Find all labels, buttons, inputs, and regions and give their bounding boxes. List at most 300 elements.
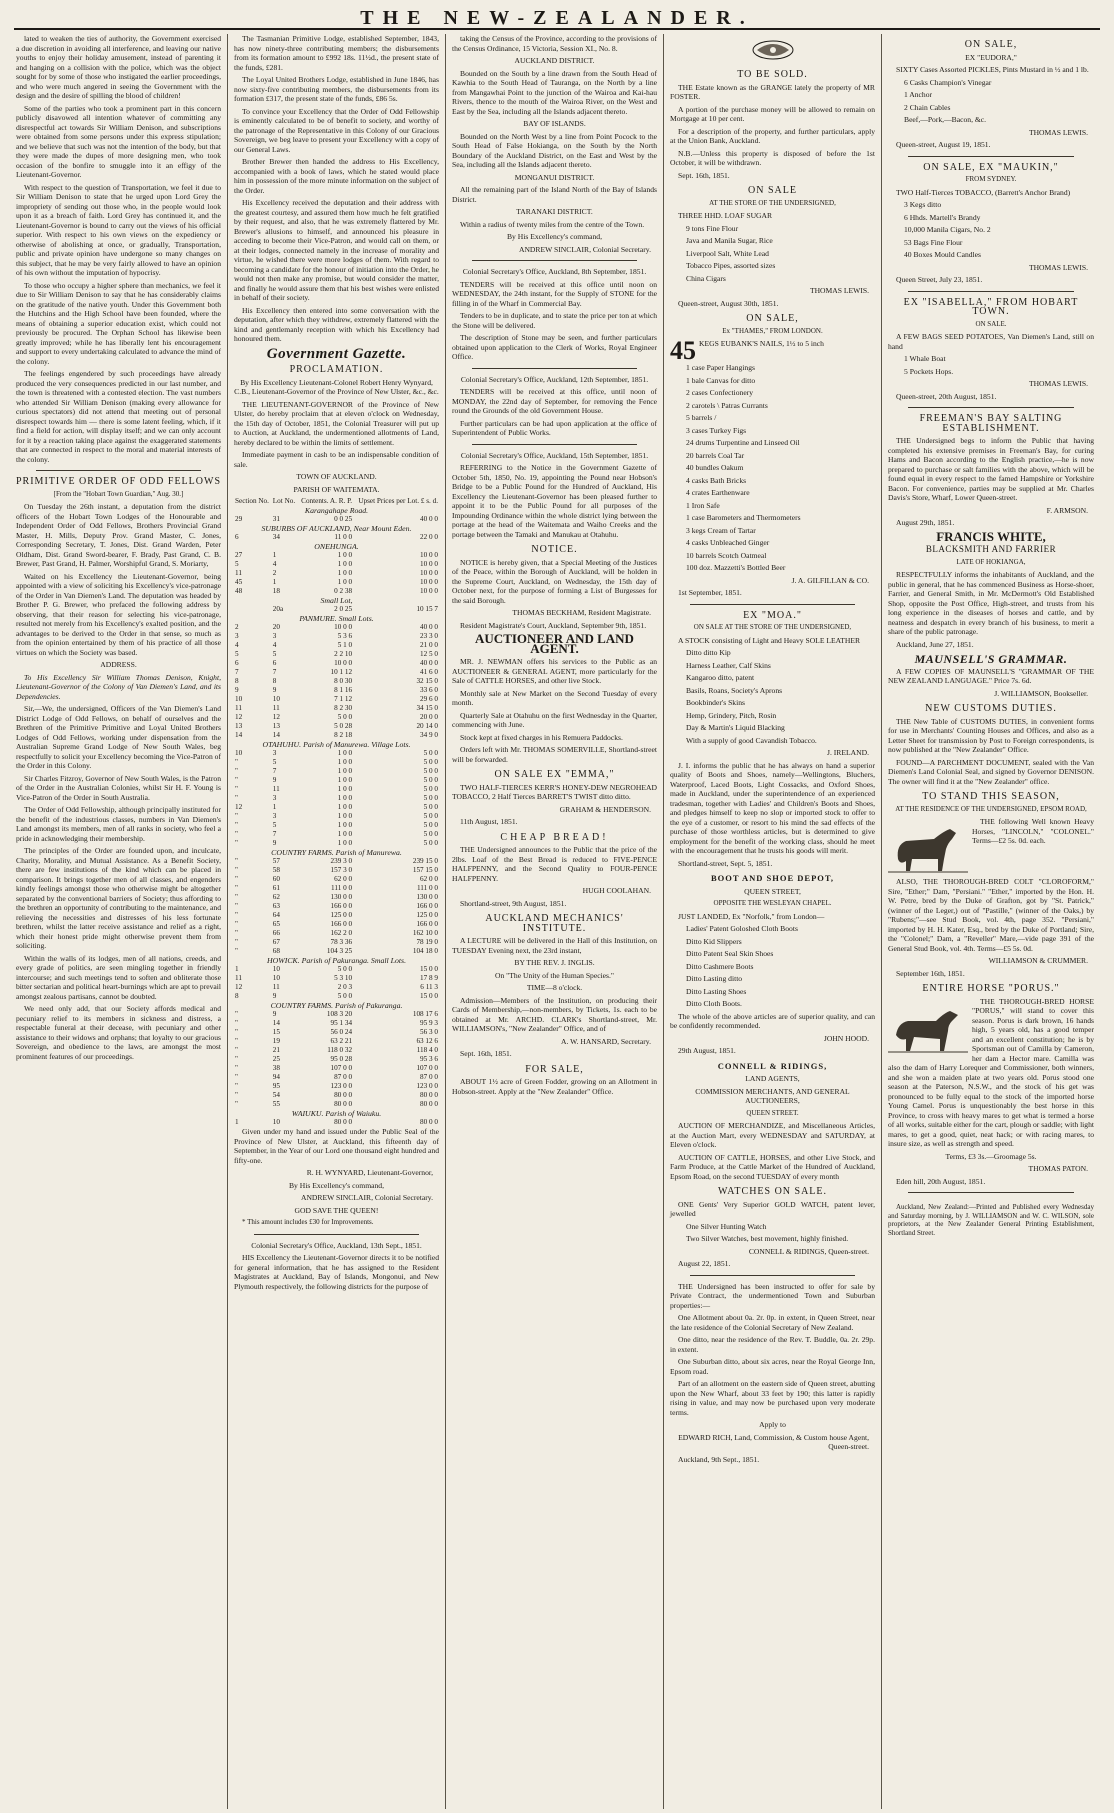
- list-item: 1 case Paper Hangings: [686, 363, 755, 372]
- table-row: [234, 803, 439, 812]
- table-cell: 18: [272, 587, 280, 595]
- lots-group-row: [234, 542, 439, 551]
- ad-paragraph: Admission—Members of the Institution, on producing their Cards of Membership,—non-members, by Tickets, 1s. each to be obtained at Mr. ARCHD. CLARK's Shortland-street, Mr. WILLIAMSON's, "New Zealander" Office, and of: [452, 995, 657, 1033]
- table-cell: ": [235, 767, 238, 775]
- table-cell: 80 0 0: [420, 1100, 438, 1108]
- divider: [908, 291, 1074, 292]
- table-cell: 9: [272, 686, 277, 694]
- table-cell: 29: [235, 515, 243, 523]
- office-dateline: Colonial Secretary's Office, Auckland, 13th Sept., 1851.: [251, 1240, 422, 1250]
- ad-paragraph: THE Estate known as the GRANGE lately the property of MR FOSTER.: [670, 82, 875, 101]
- ad-subheading: Ex "THAMES," FROM LONDON.: [722, 326, 823, 335]
- list-item: 5 Pockets Hops.: [904, 366, 954, 376]
- table-cell: 56 0 24: [330, 1028, 353, 1036]
- table-cell: 23 3 0: [420, 632, 438, 640]
- racehorse-icon: [888, 999, 968, 1055]
- table-cell: ": [235, 1073, 238, 1081]
- ad-subheading: BLACKSMITH AND FARRIER: [925, 544, 1057, 554]
- list-item: Ditto Kid Slippers: [686, 936, 742, 946]
- table-cell: 66: [272, 929, 280, 937]
- ad-heading: ENTIRE HORSE "PORUS.": [922, 983, 1060, 994]
- dateline: 1st September, 1851.: [678, 588, 742, 597]
- list-item: 4 crates Earthenware: [686, 488, 750, 497]
- table-row: [234, 992, 439, 1001]
- crest-icon: [743, 36, 803, 64]
- lots-group-label: Karangahape Road.: [304, 506, 369, 515]
- list-item: Bookbinder's Skins: [686, 698, 745, 707]
- table-cell: 1 0 0: [337, 776, 353, 784]
- table-cell: 68: [272, 947, 280, 955]
- table-cell: ": [235, 812, 238, 820]
- table-cell: 5 0 0: [423, 803, 438, 811]
- list-item: China Cigars: [686, 273, 726, 283]
- ad-paragraph: Part of an allotment on the eastern side of Queen street, abutting upon the New Wharf, about 33 feet by 190; this latter is rapidly rising in value, and may now be purchased upon very moderate terms.: [670, 1379, 875, 1417]
- district-heading: AUCKLAND DISTRICT.: [514, 56, 595, 65]
- table-cell: 4: [272, 560, 277, 568]
- table-cell: 11: [235, 974, 242, 982]
- table-cell: 64: [272, 911, 280, 919]
- article-paragraph: Further particulars can be had upon application at the office of Superintendent of Public Works.: [452, 418, 657, 437]
- table-cell: 10: [272, 1118, 280, 1126]
- article-paragraph: Bounded on the South by a line drawn from the South Head of Kawhia to the South Head of Tauranga, on the North by a line from Mangawhai Point to the junction of the Wairoa and Kai-hau Rivers, thence to the mouth of the Wairoa River, on the West and East by the Sea, including all the Islands adjacent thereto.: [452, 68, 657, 116]
- ad-paragraph: MR. J. NEWMAN offers his services to the Public as an AUCTIONEER & GENERAL AGENT, more particularly for the Sale of CATTLE HORSES, and other live Stock.: [452, 657, 657, 685]
- table-cell: 130 0 0: [330, 893, 353, 901]
- signature: J. A. GILFILLAN & CO.: [791, 575, 869, 585]
- table-cell: 5 0 0: [423, 821, 438, 829]
- table-cell: 5 0 28: [334, 722, 353, 730]
- ad-paragraph: For a description of the property, and further particulars, apply at the Union Bank, Auckland.: [670, 126, 875, 145]
- command-line: By His Excellency's command,: [506, 232, 602, 241]
- table-cell: ": [235, 1046, 238, 1054]
- ad-paragraph: ONE Gents' Very Superior GOLD WATCH, patent lever, jewelled: [670, 1199, 875, 1218]
- land-lots-table: [234, 497, 439, 1127]
- lots-group-row: [234, 740, 439, 749]
- list-item: 1 Iron Safe: [686, 500, 720, 510]
- table-cell: 1: [272, 803, 277, 811]
- list-item: Beef,—Pork,—Bacon, &c.: [904, 115, 987, 124]
- table-cell: 20a: [272, 605, 284, 613]
- ad-paragraph: Quarterly Sale at Otahuhu on the first Wednesday in the Quarter, commencing with June.: [452, 710, 657, 729]
- table-cell: 95 3 6: [420, 1055, 438, 1063]
- table-cell: 2 0 3: [337, 983, 353, 991]
- table-cell: ": [235, 1037, 238, 1045]
- article-paragraph: With respect to the question of Transportation, we feel it due to Sir William Denison to state that he urged upon Lord Grey the impropriety of sending out those who, in the people would look upon it as a breach of faith. Lord Grey has continued it, and the Lieutenant-Governor is bound to carry out the views of his official superior. With respect to his own views on the expediency or otherwise of abolishing at once, or gradually, Transportation, public and private opinion have undergone so many changes on this subject, that he may be very fairly allowed to have an opinion of his own without the imputation of hypocrisy.: [16, 182, 221, 277]
- ad-paragraph: A portion of the purchase money will be allowed to remain on Mortgage at 10 per cent.: [670, 104, 875, 123]
- table-row: [234, 758, 439, 767]
- ad-paragraph: Orders left with Mr. THOMAS SOMERVILLE, Shortland-street will be forwarded.: [452, 745, 657, 764]
- table-cell: 5 0 0: [337, 965, 353, 973]
- table-row: [234, 641, 439, 650]
- table-cell: 1 0 0: [337, 830, 353, 838]
- table-cell: 20 0 0: [420, 713, 438, 721]
- table-cell: 94: [272, 1073, 280, 1081]
- address-recipient: To His Excellency Sir William Thomas Denison, Knight, Lieutenant-Governor of the Colony of Van Diemen's Land, and its Dependencies.: [16, 672, 221, 701]
- article-paragraph: Brother Brewer then handed the address to His Excellency, accompanied with a book of laws, which he stated would place him in possession of the more minute information on the subject of the Order.: [234, 157, 439, 195]
- list-item: Ditto Lasting ditto: [686, 974, 743, 983]
- table-row: [234, 1037, 439, 1046]
- table-cell: 157 15 0: [412, 866, 438, 874]
- signature: THOMAS PATON.: [1028, 1164, 1088, 1173]
- table-cell: 123 0 0: [330, 1082, 353, 1090]
- dateline: August 22, 1851.: [678, 1259, 731, 1268]
- dateline: Sept. 16th, 1851.: [460, 1049, 512, 1058]
- table-row: [234, 947, 439, 956]
- ad-paragraph: RESPECTFULLY informs the inhabitants of Auckland, and the public in general, that he has commenced Business as Horse-shoer, Farrier, and General Smith, in Mr. McDermott's Old Established Shop, opposite the Post Office, High-street, and trusts from his long experience in the diseases of horses and cattle, and by neatness and despatch in every branch of his business, to merit a share of the public patronage.: [888, 570, 1094, 636]
- table-cell: 9: [272, 992, 277, 1000]
- table-row: [234, 587, 439, 596]
- list-item: Liverpool Salt, White Lead: [686, 248, 769, 258]
- signature: THOMAS LEWIS.: [1028, 379, 1088, 388]
- signature: R. H. WYNYARD, Lieutenant-Governor,: [306, 1168, 433, 1177]
- ad-heading: TO STAND THIS SEASON,: [922, 791, 1060, 802]
- table-cell: 11 0 0: [334, 533, 353, 541]
- lots-group-label: ONEHUNGA.: [314, 542, 359, 551]
- lots-group-label: COUNTRY FARMS. Parish of Manurewa.: [271, 848, 402, 857]
- ad-paragraph: AUCTION OF CATTLE, HORSES, and other Live Stock, and Farm Produce, at the Cattle Market of the Hundred of Auckland, Epsom Road, on the second TUESDAY of every month: [670, 1152, 875, 1181]
- article-paragraph: Bounded on the North West by a line from Point Pocock to the South Head of False Hokianga, on the South by the North Boundary of the Auckland District, on the East and West by the Sea, including all the Islands adjacent thereto.: [452, 131, 657, 169]
- table-cell: 10 0 0: [420, 587, 438, 595]
- article-paragraph: Within a radius of twenty miles from the centre of the Town.: [460, 219, 645, 229]
- columns: [10, 34, 1104, 1809]
- article-paragraph: On Tuesday the 26th instant, a deputation from the district officers of the Hobart Town Lodges of the Honourable and Independent Order of Odd Fellows, Brothers Provincial Grand Master, H. Mills, Deputy Prov. Grand Master, C. Jones, Corresponding Secretary, T. Jones, Dist. Grand Warden, Peter Oldham, Dist. Grand Sword-bearer, F. Brady, Past Grand, C. B. Brewer, Past Grand, H. Palmer, Worshipful Grand, S. Moriarty,: [16, 502, 221, 568]
- table-row: [234, 893, 439, 902]
- article-paragraph: Waited on his Excellency the Lieutenant-Governor, being appointed with a view of soliciting his Excellency's vice-patronage of the Order in Van Diemen's Land. The deputation was headed by Brother P. G. Brewer, who prefaced the following address by observing, that their reason for selecting his vice-patronage, resulted not merely from his Excellency's exalted position, and the advantages to be derived to the Order in that sense, so much as from the opinion entertained by them of his practice of all those virtues on which the Society was based.: [16, 571, 221, 657]
- table-cell: 5 3 6: [337, 632, 353, 640]
- table-cell: 125 0 0: [330, 911, 353, 919]
- parish-heading: PARISH OF WAITEMATA.: [293, 484, 380, 494]
- table-cell: 1 0 0: [337, 551, 353, 559]
- signature: J. WILLIAMSON, Bookseller.: [994, 688, 1088, 698]
- table-cell: 118 4 0: [416, 1046, 438, 1054]
- article-paragraph: The description of Stone may be seen, and further particulars obtained upon application to the Clerk of Works, Royal Engineer Office.: [452, 333, 657, 361]
- auctioneer-heading: AUCTIONEER AND LAND AGENT.: [475, 631, 634, 656]
- ad-paragraph: THE Undersigned has been instructed to offer for sale by Private Contract, the undermentioned Town and Suburban properties:—: [670, 1281, 875, 1310]
- table-cell: 10: [272, 974, 280, 982]
- table-cell: 48: [235, 587, 243, 595]
- ad-paragraph: One Suburban ditto, about six acres, near the Royal George Inn, Epsom road.: [670, 1357, 875, 1376]
- ad-subheading: AT THE STORE OF THE UNDERSIGNED,: [709, 198, 836, 207]
- list-item: 2 Chain Cables: [904, 102, 951, 112]
- table-cell: 63 12 6: [416, 1037, 438, 1045]
- table-row: [234, 686, 439, 695]
- list-item: 1 bale Canvas for ditto: [686, 375, 756, 385]
- table-row: [234, 695, 439, 704]
- lots-header: Lot No.: [272, 497, 296, 505]
- table-row: [234, 1064, 439, 1073]
- list-item: 3 Kegs ditto: [904, 200, 942, 209]
- table-cell: 12: [272, 713, 280, 721]
- ad-paragraph: Monthly sale at New Market on the Second Tuesday of every month.: [452, 688, 657, 707]
- list-item: 40 bundles Oakum: [686, 463, 744, 472]
- table-cell: 62 0 0: [420, 875, 438, 883]
- table-row: [234, 677, 439, 686]
- lots-group-row: [234, 524, 439, 533]
- table-row: [234, 812, 439, 821]
- ad-terms: Terms, £3 3s.—Groomage 5s.: [945, 1151, 1037, 1161]
- table-cell: ": [235, 911, 238, 919]
- article-paragraph: Immediate payment in cash to be an indispensable condition of sale.: [234, 450, 439, 469]
- office-dateline: Colonial Secretary's Office, Auckland, 15th September, 1851.: [460, 450, 649, 460]
- table-cell: 7: [272, 668, 277, 676]
- table-cell: 20 14 0: [416, 722, 438, 730]
- ad-subheading: AT THE RESIDENCE OF THE UNDERSIGNED, EPSOM ROAD,: [895, 804, 1087, 813]
- office-dateline: Colonial Secretary's Office, Auckland, 12th September, 1851.: [460, 374, 649, 384]
- table-cell: 239 15 0: [412, 857, 438, 865]
- table-cell: 78 3 36: [330, 938, 353, 946]
- table-cell: ": [235, 758, 238, 766]
- gazette-heading: Government Gazette.: [266, 345, 407, 362]
- divider: [690, 604, 855, 605]
- table-cell: 104 3 25: [326, 947, 353, 955]
- table-cell: 1: [235, 965, 239, 973]
- list-item: Ditto Cashmere Boots: [686, 961, 754, 971]
- list-item: 4 casks Bath Bricks: [686, 475, 747, 485]
- table-cell: 2: [235, 623, 239, 631]
- table-cell: 57: [272, 857, 280, 865]
- table-cell: 11: [235, 569, 242, 577]
- table-cell: 40 0 0: [420, 659, 438, 667]
- table-cell: ": [235, 821, 238, 829]
- lecturer: BY THE REV. J. INGLIS.: [514, 958, 595, 967]
- list-item: 9 tons Fine Flour: [686, 223, 739, 233]
- table-cell: 13: [272, 722, 280, 730]
- table-cell: 21: [272, 1046, 280, 1054]
- table-cell: 40 0 0: [420, 515, 438, 523]
- ad-heading: MAUNSELL'S GRAMMAR.: [914, 652, 1068, 666]
- ad-heading: WATCHES ON SALE.: [717, 1186, 828, 1197]
- table-cell: 3: [272, 749, 277, 757]
- table-row: [234, 911, 439, 920]
- table-cell: 20: [272, 623, 280, 631]
- table-cell: ": [235, 1010, 238, 1018]
- table-cell: 32 15 0: [416, 677, 438, 685]
- article-paragraph: REFERRING to the Notice in the Government Gazette of October 5th, 1850, No. 19, appointing the Pound near Hobson's Bridge to be a Public Pound for the Hundred of Auckland, His Excellency the Lieutenant-Governor has been pleased further to appoint it to be the Public Pound for all purposes of the Impounding Ordinance within the whole district lying between the portage at the head of the Waitemata and Waiho Creeks and the portage between the Tamaki and Manukau at Otahuhu.: [452, 463, 657, 539]
- table-cell: 87 0 0: [334, 1073, 353, 1081]
- article-paragraph: Sir Charles Fitzroy, Governor of New South Wales, is the Patron of the Order in the Australian Colonies, whilst Sir H. F. Young is Vice-Patron of the Order in South Australia.: [16, 773, 221, 802]
- table-cell: 0 0 25: [334, 515, 353, 523]
- list-item: Day & Martin's Liquid Blacking: [686, 723, 785, 732]
- table-cell: 10: [272, 695, 280, 703]
- ad-paragraph: The whole of the above articles are of superior quality, and can be confidently recommended.: [670, 1011, 875, 1030]
- list-item: 24 drums Turpentine and Linseed Oil: [686, 438, 800, 447]
- signature: THOMAS LEWIS.: [809, 286, 869, 295]
- article-paragraph: To those who occupy a higher sphere than mechanics, we feel it due to Sir William Denison to say that he has considerably claims on the gratitude of the native youth. Under this Government both the Hutchins and the High School have been founded, where the means of obtaining a superior education exist, which could not previously be procured. The Orphan School has likewise been greatly improved; while he has liberally lent his encouragement and support to every undertaking calculated to advance the mind of the colony.: [16, 280, 221, 366]
- table-cell: 5: [272, 821, 277, 829]
- table-cell: 7: [272, 830, 277, 838]
- table-cell: 6 11 3: [420, 983, 438, 991]
- table-cell: 5 0 0: [423, 839, 438, 847]
- list-item: 4 casks Unbleached Ginger: [686, 538, 770, 547]
- lots-header: Section No.: [235, 497, 269, 505]
- divider: [36, 470, 201, 471]
- table-cell: 5 0 0: [423, 758, 438, 766]
- table-row: [234, 794, 439, 803]
- lots-group-row: [234, 1109, 439, 1118]
- divider: [472, 444, 637, 445]
- printer-imprint: Auckland, New Zealand:—Printed and Published every Wednesday and Saturday morning, by J. WILLIAMSON and W. C. WILSON, sole proprietors, at the New Zealander General Printing Establishment, Shortland Street.: [888, 1203, 1094, 1237]
- signature: A. W. HANSARD, Secretary.: [561, 1036, 651, 1046]
- ad-subheading: EX "EUDORA,": [965, 52, 1017, 62]
- table-cell: 6: [235, 659, 239, 667]
- table-cell: ": [235, 1082, 238, 1090]
- lecture-time: TIME—8 o'clock.: [526, 983, 583, 992]
- table-cell: 125 0 0: [416, 911, 438, 919]
- ad-paragraph: KEGS EUBANK'S NAILS, 1½ to 5 inch: [699, 339, 824, 348]
- article-paragraph: TENDERS will be received at this office until noon on WEDNESDAY, the 24th instant, for the Supply of STONE for the filling in of the Wharf in Commercial Bay.: [452, 279, 657, 308]
- table-cell: 21 0 0: [420, 641, 438, 649]
- table-cell: 34 9 0: [420, 731, 438, 739]
- table-row: [234, 821, 439, 830]
- table-cell: 10 0 0: [334, 623, 353, 631]
- table-cell: 8: [272, 677, 277, 685]
- table-cell: 111 0 0: [416, 884, 438, 892]
- table-row: [234, 1028, 439, 1037]
- command-line: By His Excellency's command,: [288, 1180, 384, 1190]
- table-cell: ": [235, 839, 238, 847]
- ad-paragraph: A FEW COPIES OF MAUNSELL'S "GRAMMAR OF THE NEW ZEALAND LANGUAGE." Price 7s. 6d.: [888, 666, 1094, 685]
- article-paragraph: THE LIEUTENANT-GOVERNOR of the Province of New Ulster, do hereby proclaim that at eleven o'clock on Wednesday, the 15th day of October, 1851, the Colonial Treasurer will put up to Auction, at Auckland, the undermentioned allotments of Land, hereby declared to be within the limits of settlement.: [234, 399, 439, 447]
- table-cell: 9: [272, 776, 277, 784]
- table-cell: 3: [272, 632, 277, 640]
- table-row: [234, 569, 439, 578]
- table-cell: 14: [235, 731, 243, 739]
- ad-heading: EX "MOA.": [743, 609, 802, 621]
- article-paragraph: taking the Census of the Province, according to the provisions of the Census Ordinance, 15 Victoria, Session XI., No. 8.: [452, 34, 657, 53]
- god-save-the-queen: GOD SAVE THE QUEEN!: [294, 1205, 379, 1215]
- lots-group-label: PANMURE. Small Lots.: [299, 614, 374, 623]
- table-cell: 56 3 0: [420, 1028, 438, 1036]
- signature: HUGH COOLAHAN.: [582, 886, 651, 895]
- table-cell: 33 6 0: [420, 686, 438, 694]
- article-heading: PRIMITIVE ORDER OF ODD FELLOWS: [16, 476, 221, 487]
- dateline: 29th August, 1851.: [678, 1046, 736, 1055]
- table-cell: 5: [235, 650, 239, 658]
- lots-group-row: [234, 506, 439, 515]
- table-cell: 239 3 0: [330, 857, 353, 865]
- lots-group-label: SUBURBS OF AUCKLAND, Near Mount Eden.: [261, 524, 412, 533]
- dateline: Auckland, June 27, 1851.: [896, 639, 974, 649]
- signature: WILLIAMSON & CRUMMER.: [988, 956, 1088, 965]
- ad-paragraph: One ditto, near the residence of the Rev. T. Buddle, 0a. 2r. 29p. in extent.: [670, 1335, 875, 1354]
- list-item: Hemp, Grindery, Pitch, Rosin: [686, 710, 777, 720]
- table-cell: 34: [272, 533, 280, 541]
- table-cell: 8: [235, 992, 239, 1000]
- table-cell: 1 0 0: [337, 578, 353, 586]
- dateline: Queen-street, 20th August, 1851.: [896, 391, 997, 401]
- signature: F. ARMSON.: [1046, 505, 1088, 515]
- table-cell: ": [235, 938, 238, 946]
- table-cell: ": [235, 785, 238, 793]
- table-row: [234, 1100, 439, 1109]
- table-cell: 5 0 0: [423, 767, 438, 775]
- table-cell: 1 0 0: [337, 767, 353, 775]
- table-row: [234, 884, 439, 893]
- list-item: 20 barrels Coal Tar: [686, 450, 745, 460]
- dateline: Shortland-street, Sept. 5, 1851.: [678, 858, 773, 868]
- address-heading: ADDRESS.: [100, 660, 137, 669]
- list-item: 6 Casks Champion's Vinegar: [904, 77, 992, 87]
- ad-heading: NEW CUSTOMS DUTIES.: [925, 703, 1057, 714]
- ad-paragraph: A LECTURE will be delivered in the Hall of this Institution, on TUESDAY Evening next, the 23rd instant,: [452, 936, 657, 955]
- table-cell: 1 0 0: [337, 794, 353, 802]
- lots-group-label: OTAHUHU. Parish of Manurewa. Village Lots.: [262, 740, 411, 749]
- signature: THOMAS LEWIS.: [1028, 262, 1088, 272]
- table-cell: ": [235, 866, 238, 874]
- table-cell: 1 0 0: [337, 758, 353, 766]
- district-heading: BAY OF ISLANDS.: [523, 119, 586, 128]
- table-cell: 15 0 0: [420, 965, 438, 973]
- article-paragraph: His Excellency then entered into some conversation with the deputation, after which they withdrew, extremely flattered with the kind and gentlemanly reception with which his Excellency had honoured them.: [234, 305, 439, 343]
- divider: [908, 156, 1074, 157]
- table-cell: 5 0 0: [423, 785, 438, 793]
- table-cell: 6: [272, 659, 277, 667]
- table-cell: 5 0 0: [337, 992, 353, 1000]
- signature: EDWARD RICH, Land, Commission, & Custom house Agent, Queen-street.: [678, 1432, 869, 1451]
- table-cell: ": [235, 1028, 238, 1036]
- table-cell: 5: [272, 650, 277, 658]
- dateline: Queen-street, August 19, 1851.: [896, 140, 991, 149]
- masthead: THE NEW-ZEALANDER.: [14, 6, 1100, 30]
- lots-group-row: [234, 596, 439, 605]
- table-cell: 166 0 0: [330, 902, 353, 910]
- table-cell: [234, 605, 272, 614]
- table-cell: 7 1 12: [334, 695, 353, 703]
- lots-group-label: COUNTRY FARMS. Parish of Pakuranga.: [270, 1001, 403, 1010]
- table-cell: 0 2 38: [334, 587, 353, 595]
- table-row: [234, 668, 439, 677]
- table-cell: 1 0 0: [337, 839, 353, 847]
- table-cell: ": [235, 794, 238, 802]
- ad-paragraph: FOUND—A PARCHMENT DOCUMENT, sealed with the Van Diemen's Land Colonial Seal, and signed by Governor DENISON. The owner will find it at the "New Zealander" office.: [888, 757, 1094, 786]
- table-cell: 5: [235, 560, 239, 568]
- list-item: Basils, Roans, Society's Aprons: [686, 685, 783, 695]
- table-cell: 3: [235, 632, 239, 640]
- ad-paragraph: J. I. informs the public that he has always on hand a superior quality of Boots and Shoes, namely—Wellingtons, Bluchers, Waterproof, Laced Boots, Light Cossacks, and Oxford Shoes, made in Auckland, under the superintendence of an experienced tradesman, together with Ladies' and Children's Boots and Shoes, and pledges himself to keep no slop or imported stock to offer to the eye of a customer, or resort to his mind the sad effects of the purchase of those worthless articles, but is determined to give employment for the benefit of the working class, should he meet with the encouragement that he trusts his goods will merit.: [670, 760, 875, 855]
- table-cell: 10 15 7: [416, 605, 438, 613]
- table-cell: 14: [272, 731, 280, 739]
- lots-header: Contents. A. R. P.: [301, 497, 353, 505]
- list-item: 2 carotels \ Patras Currants: [686, 400, 768, 410]
- table-cell: 34 15 0: [416, 704, 438, 712]
- list-item: 3 kegs Cream of Tartar: [686, 525, 756, 535]
- table-cell: 130 0 0: [416, 893, 438, 901]
- table-cell: 6: [235, 533, 239, 541]
- dateline: Shortland-street, 9th August, 1851.: [460, 898, 567, 908]
- table-cell: 11: [272, 785, 280, 793]
- table-cell: 7: [272, 767, 277, 775]
- signature: CONNELL & RIDINGS, Queen-street.: [748, 1246, 869, 1256]
- table-row: [234, 515, 439, 524]
- table-cell: 1 0 0: [337, 803, 353, 811]
- ad-paragraph: AUCTION OF MERCHANDIZE, and Miscellaneous Articles, at the Auction Mart, every WEDNESDAY and SATURDAY, at Eleven o'clock.: [670, 1121, 875, 1149]
- table-cell: 40 0 0: [420, 623, 438, 631]
- table-cell: 80 0 0: [420, 1118, 438, 1126]
- divider: [472, 368, 637, 369]
- lots-group-label: WAIUKU. Parish of Waiuku.: [291, 1109, 382, 1118]
- ad-subheading: QUEEN STREET,: [744, 886, 801, 896]
- ad-paragraph: A FEW BAGS SEED POTATOES, Van Diemen's Land, still on hand: [888, 332, 1094, 351]
- ad-subheading: QUEEN STREET.: [746, 1108, 799, 1117]
- table-cell: 54: [272, 1091, 280, 1099]
- table-cell: 1 0 0: [337, 749, 353, 757]
- table-row: [234, 902, 439, 911]
- list-item: Tobacco Pipes, assorted sizes: [686, 261, 776, 270]
- table-cell: 1: [272, 578, 277, 586]
- table-cell: 45: [235, 578, 243, 586]
- ad-heading: TO BE SOLD.: [737, 69, 808, 80]
- list-item: Ditto Patent Seal Skin Shoes: [686, 949, 774, 958]
- signature: ANDREW SINCLAIR, Colonial Secretary.: [300, 1193, 433, 1202]
